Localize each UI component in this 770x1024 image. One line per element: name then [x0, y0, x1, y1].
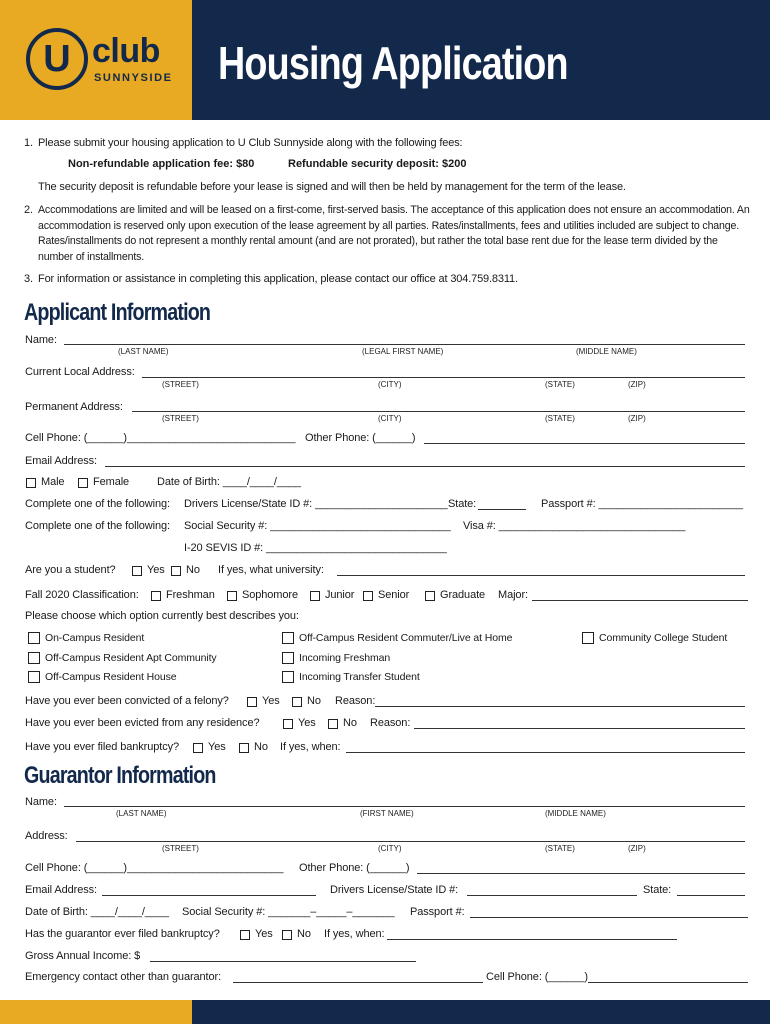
guarantor-ssn-field[interactable]: Social Security #: _______–_____–_______	[182, 906, 395, 918]
option-checkbox-commuter[interactable]	[282, 632, 294, 644]
evicted-no-label: No	[343, 717, 357, 729]
student-no-checkbox[interactable]	[171, 566, 181, 576]
footer-navy-band	[192, 1000, 770, 1024]
g-first-name-caption: (FIRST NAME)	[360, 809, 414, 818]
g-zip-caption: (ZIP)	[628, 844, 646, 853]
logo-letter: U	[43, 38, 71, 80]
freshman-checkbox[interactable]	[151, 591, 161, 601]
instruction-2	[24, 203, 752, 265]
perm-city-caption: (CITY)	[378, 414, 402, 423]
gross-income-field[interactable]	[150, 961, 416, 962]
evicted-yes-checkbox[interactable]	[283, 719, 293, 729]
guarantor-bankruptcy-when-label: If yes, when:	[324, 928, 385, 940]
evicted-no-checkbox[interactable]	[328, 719, 338, 729]
option-checkbox-apt-community[interactable]	[28, 652, 40, 664]
instruction-3-text: For information or assistance in completing this application, please contact our office at 304.759.8311.	[38, 273, 518, 285]
male-label: Male	[41, 476, 65, 488]
option-label-house: Off-Campus Resident House	[45, 671, 177, 683]
university-label: If yes, what university:	[218, 564, 324, 576]
visa-field[interactable]: Visa #: _______________________________	[463, 520, 686, 532]
applicant-dob-field[interactable]: Date of Birth: ____/____/____	[157, 476, 301, 488]
bankruptcy-yes-checkbox[interactable]	[193, 743, 203, 753]
guarantor-passport-field[interactable]	[470, 917, 748, 918]
gross-income-label: Gross Annual Income: $	[25, 950, 141, 962]
guarantor-bankruptcy-when-field[interactable]	[387, 939, 677, 940]
option-checkbox-transfer[interactable]	[282, 671, 294, 683]
instruction-2-number: 2.	[24, 204, 33, 216]
major-field[interactable]	[532, 600, 748, 601]
uclub-logo	[26, 28, 173, 92]
complete-one-label-2: Complete one of the following:	[25, 520, 170, 532]
option-label-commuter: Off-Campus Resident Commuter/Live at Home	[299, 632, 513, 644]
freshman-label: Freshman	[166, 589, 215, 601]
g-last-name-caption: (LAST NAME)	[116, 809, 167, 818]
sophomore-label: Sophomore	[242, 589, 298, 601]
classification-label: Fall 2020 Classification:	[25, 589, 139, 601]
perm-street-caption: (STREET)	[162, 414, 199, 423]
instruction-1-number: 1.	[24, 137, 33, 149]
g-city-caption: (CITY)	[378, 844, 402, 853]
first-name-caption: (LEGAL FIRST NAME)	[362, 347, 444, 356]
application-fee: Non-refundable application fee: $80	[68, 158, 255, 170]
emergency-cell-field[interactable]	[588, 982, 748, 983]
emergency-contact-label: Emergency contact other than guarantor:	[25, 971, 222, 983]
local-address-label: Current Local Address:	[25, 366, 135, 378]
guarantor-section-heading: Guarantor Information	[24, 762, 216, 789]
graduate-checkbox[interactable]	[425, 591, 435, 601]
evicted-question: Have you ever been evicted from any residence?	[25, 717, 260, 729]
logo-word: club	[92, 32, 160, 70]
local-street-caption: (STREET)	[162, 380, 199, 389]
permanent-address-label: Permanent Address:	[25, 401, 123, 413]
guarantor-name-field[interactable]	[64, 806, 745, 807]
bankruptcy-yes-label: Yes	[208, 741, 226, 753]
choose-option-label: Please choose which option currently best describes you:	[25, 610, 299, 622]
guarantor-state-label: State:	[643, 884, 672, 896]
guarantor-bankruptcy-yes-label: Yes	[255, 928, 273, 940]
guarantor-other-phone-field[interactable]	[417, 873, 745, 874]
page-title: Housing Application	[218, 37, 568, 89]
student-yes-label: Yes	[147, 564, 165, 576]
header-banner	[0, 0, 770, 120]
g-middle-name-caption: (MIDDLE NAME)	[545, 809, 606, 818]
guarantor-bankruptcy-no-checkbox[interactable]	[282, 930, 292, 940]
guarantor-license-field[interactable]	[467, 895, 637, 896]
g-street-caption: (STREET)	[162, 844, 199, 853]
guarantor-passport-label: Passport #:	[410, 906, 465, 918]
evicted-yes-label: Yes	[298, 717, 316, 729]
guarantor-dob-field[interactable]: Date of Birth: ____/____/____	[25, 906, 169, 918]
guarantor-email-field[interactable]	[102, 895, 316, 896]
footer-gold-band	[0, 1000, 192, 1024]
instruction-1-text: Please submit your housing application to U Club Sunnyside along with the following fees:	[38, 137, 463, 149]
sevis-field[interactable]: I-20 SEVIS ID #: ______________________________	[184, 542, 447, 554]
junior-label: Junior	[325, 589, 355, 601]
felony-question: Have you ever been convicted of a felony?	[25, 695, 229, 707]
local-zip-caption: (ZIP)	[628, 380, 646, 389]
guarantor-address-field[interactable]	[76, 841, 745, 842]
evicted-reason-field[interactable]	[414, 728, 745, 729]
logo-subtitle: SUNNYSIDE	[94, 72, 173, 84]
guarantor-other-phone-label: Other Phone: (______)	[299, 862, 410, 874]
drivers-license-field[interactable]: Drivers License/State ID #: ______________________	[184, 498, 448, 510]
instruction-3	[24, 272, 752, 287]
graduate-label: Graduate	[440, 589, 486, 601]
applicant-section-heading: Applicant Information	[24, 299, 211, 326]
senior-checkbox[interactable]	[363, 591, 373, 601]
female-label: Female	[93, 476, 130, 488]
passport-field[interactable]: Passport #: ________________________	[541, 498, 743, 510]
bankruptcy-no-checkbox[interactable]	[239, 743, 249, 753]
option-label-apt-community: Off-Campus Resident Apt Community	[45, 652, 217, 664]
felony-no-label: No	[307, 695, 321, 707]
bankruptcy-when-field[interactable]	[346, 752, 745, 753]
perm-zip-caption: (ZIP)	[628, 414, 646, 423]
felony-reason-field[interactable]	[375, 706, 745, 707]
senior-label: Senior	[378, 589, 410, 601]
ssn-field[interactable]: Social Security #: ______________________________	[184, 520, 451, 532]
guarantor-bankruptcy-question: Has the guarantor ever filed bankruptcy?	[25, 928, 220, 940]
guarantor-cell-phone-field[interactable]: Cell Phone: (______)__________________________	[25, 862, 284, 874]
guarantor-bankruptcy-no-label: No	[297, 928, 311, 940]
emergency-contact-field[interactable]	[233, 982, 483, 983]
option-checkbox-incoming-freshman[interactable]	[282, 652, 294, 664]
option-label-on-campus: On-Campus Resident	[45, 632, 145, 644]
felony-yes-checkbox[interactable]	[247, 697, 257, 707]
applicant-other-phone-field[interactable]	[424, 443, 745, 444]
emergency-cell-label: Cell Phone: (______)	[486, 971, 588, 983]
applicant-cell-phone-field[interactable]: Cell Phone: (______)____________________________	[25, 432, 296, 444]
guarantor-state-field[interactable]	[677, 895, 745, 896]
perm-state-caption: (STATE)	[545, 414, 575, 423]
complete-one-label-1: Complete one of the following:	[25, 498, 170, 510]
option-label-incoming-freshman: Incoming Freshman	[299, 652, 391, 664]
option-checkbox-community-college[interactable]	[582, 632, 594, 644]
felony-yes-label: Yes	[262, 695, 280, 707]
university-field[interactable]	[337, 575, 745, 576]
bankruptcy-when-label: If yes, when:	[280, 741, 341, 753]
student-question: Are you a student?	[25, 564, 116, 576]
middle-name-caption: (MIDDLE NAME)	[576, 347, 637, 356]
option-checkbox-on-campus[interactable]	[28, 632, 40, 644]
student-no-label: No	[186, 564, 200, 576]
local-state-caption: (STATE)	[545, 380, 575, 389]
guarantor-license-label: Drivers License/State ID #:	[330, 884, 459, 896]
felony-reason-label: Reason:	[335, 695, 376, 707]
guarantor-bankruptcy-yes-checkbox[interactable]	[240, 930, 250, 940]
junior-checkbox[interactable]	[310, 591, 320, 601]
guarantor-name-label: Name:	[25, 796, 57, 808]
applicant-email-label: Email Address:	[25, 455, 97, 467]
applicant-name-label: Name:	[25, 334, 57, 346]
bankruptcy-question: Have you ever filed bankruptcy?	[25, 741, 180, 753]
last-name-caption: (LAST NAME)	[118, 347, 169, 356]
deposit-note: The security deposit is refundable before your lease is signed and will then be held by management for the term of the lease.	[38, 181, 626, 193]
major-label: Major:	[498, 589, 528, 601]
female-checkbox[interactable]	[78, 478, 88, 488]
bankruptcy-no-label: No	[254, 741, 268, 753]
applicant-email-field[interactable]	[105, 466, 745, 467]
male-checkbox[interactable]	[26, 478, 36, 488]
option-label-community-college: Community College Student	[599, 632, 728, 644]
state-label: State:	[448, 498, 477, 510]
instruction-2-text: Accommodations are limited and will be leased on a first-come, first-served basis. The acceptance of this application does not ensure an accommodation. An accommodation is reserved only upon execution of the lease agreement by all parties. Rates/installments, fees and utilities included are subject to change. Rates/installments do not represent a monthly rental amount (and are not prorated), but rather the total base rent due for the lease term divided by the number of installments.	[38, 204, 750, 263]
option-label-transfer: Incoming Transfer Student	[299, 671, 420, 683]
option-checkbox-house[interactable]	[28, 671, 40, 683]
permanent-address-field[interactable]	[132, 411, 745, 412]
g-state-caption: (STATE)	[545, 844, 575, 853]
student-yes-checkbox[interactable]	[132, 566, 142, 576]
instruction-3-number: 3.	[24, 273, 33, 285]
guarantor-email-label: Email Address:	[25, 884, 97, 896]
evicted-reason-label: Reason:	[370, 717, 411, 729]
instruction-1	[24, 136, 752, 151]
applicant-other-phone-label: Other Phone: (______)	[305, 432, 416, 444]
sophomore-checkbox[interactable]	[227, 591, 237, 601]
guarantor-address-label: Address:	[25, 830, 68, 842]
applicant-name-field[interactable]	[64, 344, 745, 345]
local-city-caption: (CITY)	[378, 380, 402, 389]
security-deposit: Refundable security deposit: $200	[288, 158, 467, 170]
state-field[interactable]	[478, 509, 526, 510]
local-address-field[interactable]	[142, 377, 745, 378]
felony-no-checkbox[interactable]	[292, 697, 302, 707]
